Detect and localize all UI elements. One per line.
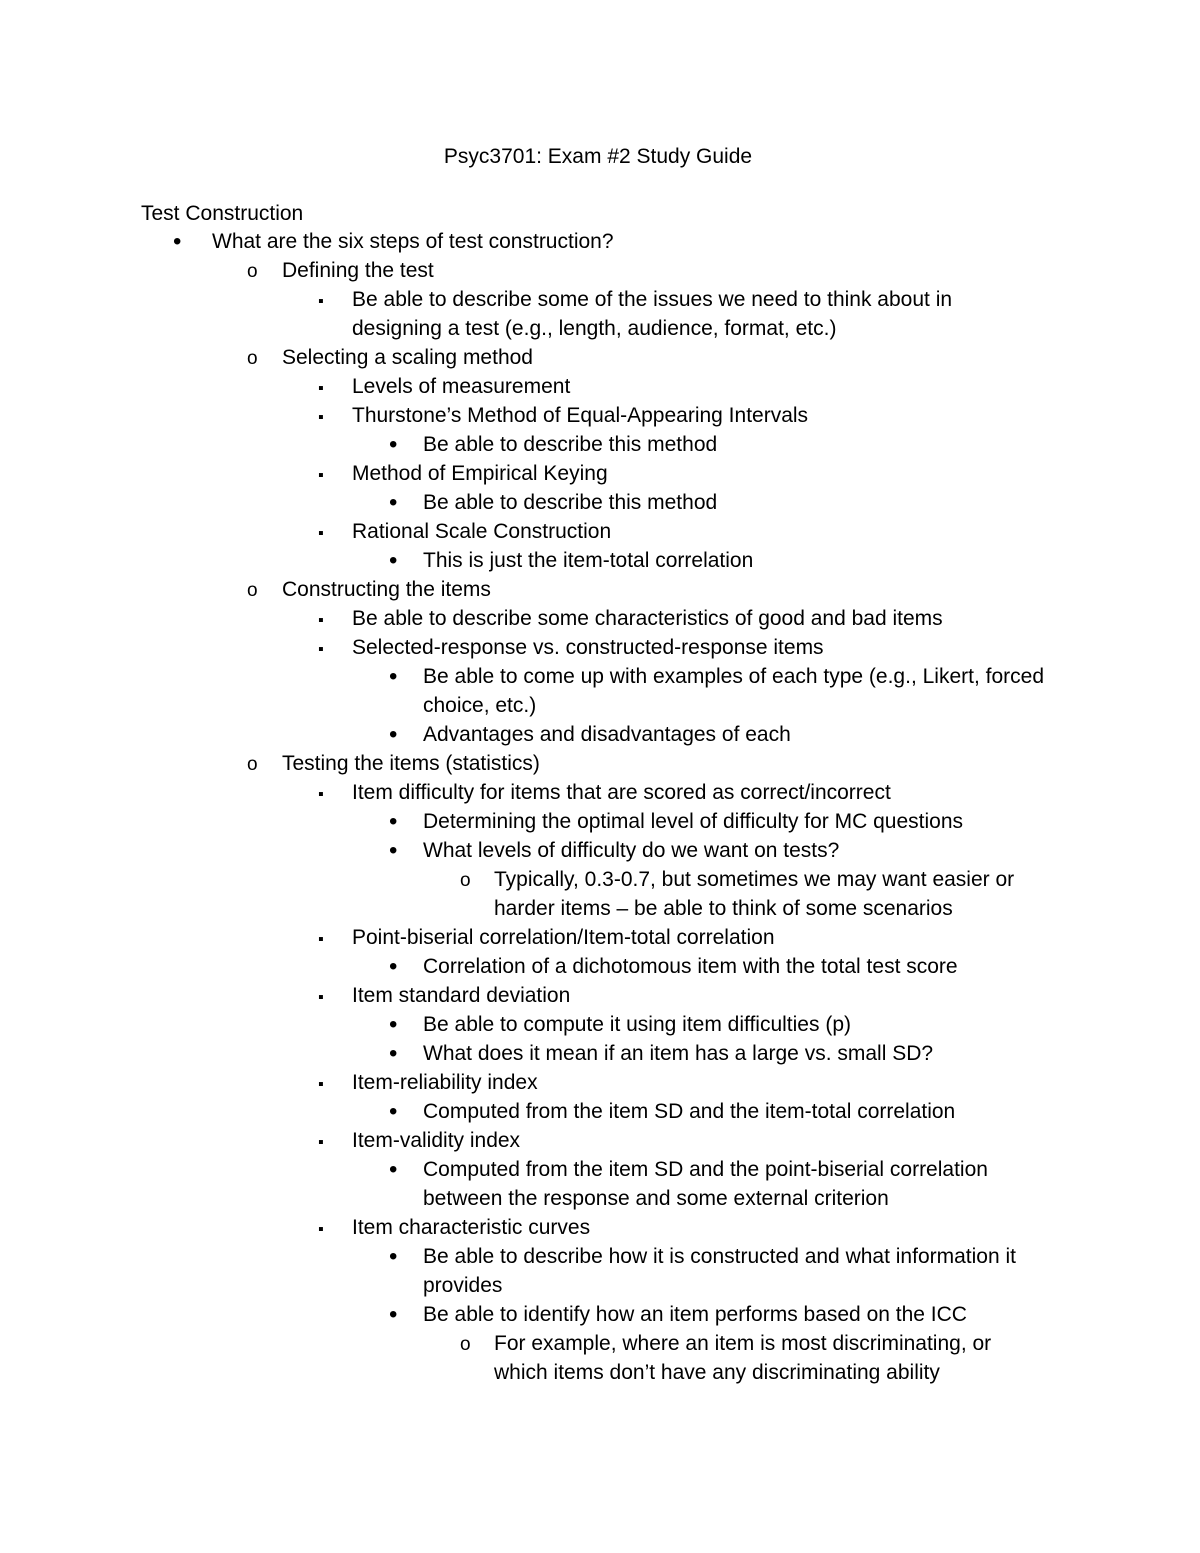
outline-item-level-4: between the response and some external criterion xyxy=(423,1187,889,1210)
bullet-marker xyxy=(389,663,397,692)
outline-item-level-3: Item difficulty for items that are scored as correct/incorrect xyxy=(352,781,891,804)
circle-marker xyxy=(460,1330,471,1359)
outline-item-level-4: What does it mean if an item has a large vs. small SD? xyxy=(423,1042,934,1065)
circle-marker xyxy=(460,866,471,895)
square-marker xyxy=(318,1214,324,1244)
outline-item-level-3: Thurstone’s Method of Equal-Appearing Intervals xyxy=(352,404,809,427)
bullet-marker xyxy=(389,1040,397,1069)
bullet-marker xyxy=(389,721,397,750)
outline-item-level-3: Item standard deviation xyxy=(352,984,571,1007)
square-marker xyxy=(318,1127,324,1157)
outline-item-level-3: Item-reliability index xyxy=(352,1071,538,1094)
bullet-marker xyxy=(389,547,397,576)
outline-item-level-3: Selected-response vs. constructed-response items xyxy=(352,636,824,659)
outline-item-level-4: This is just the item-total correlation xyxy=(423,549,754,572)
square-marker xyxy=(318,779,324,809)
outline-item-level-5: which items don’t have any discriminating ability xyxy=(494,1361,940,1384)
circle-marker xyxy=(247,257,258,286)
bullet-marker xyxy=(389,1301,397,1330)
square-marker xyxy=(318,634,324,664)
outline-item-level-4: Advantages and disadvantages of each xyxy=(423,723,791,746)
square-marker xyxy=(318,924,324,954)
square-marker xyxy=(318,605,324,635)
page-title: Psyc3701: Exam #2 Study Guide xyxy=(443,145,753,168)
outline-item-level-4: Be able to describe this method xyxy=(423,491,718,514)
outline-item-level-4: Be able to describe this method xyxy=(423,433,718,456)
outline-item-level-5: For example, where an item is most discriminating, or xyxy=(494,1332,992,1355)
outline-item-level-3: Method of Empirical Keying xyxy=(352,462,608,485)
bullet-marker xyxy=(389,1098,397,1127)
outline-item-level-3: Be able to describe some of the issues we need to think about in xyxy=(352,288,953,311)
square-marker xyxy=(318,373,324,403)
bullet-marker xyxy=(389,808,397,837)
outline-item-level-3: Levels of measurement xyxy=(352,375,571,398)
outline-item-level-2: Constructing the items xyxy=(282,578,491,601)
bullet-marker xyxy=(173,228,181,257)
outline-item-level-3: Point-biserial correlation/Item-total correlation xyxy=(352,926,775,949)
outline-item-level-5: harder items – be able to think of some scenarios xyxy=(494,897,953,920)
outline-item-level-4: Correlation of a dichotomous item with the total test score xyxy=(423,955,958,978)
square-marker xyxy=(318,460,324,490)
bullet-marker xyxy=(389,431,397,460)
square-marker xyxy=(318,286,324,316)
circle-marker xyxy=(247,750,258,779)
square-marker xyxy=(318,518,324,548)
outline-item-level-2: Defining the test xyxy=(282,259,434,282)
bullet-marker xyxy=(389,1011,397,1040)
outline-item-level-4: Be able to come up with examples of each type (e.g., Likert, forced xyxy=(423,665,1044,688)
square-marker xyxy=(318,402,324,432)
outline-item-level-3: Rational Scale Construction xyxy=(352,520,612,543)
outline-item-level-4: Be able to identify how an item performs based on the ICC xyxy=(423,1303,967,1326)
outline-item-level-4: Computed from the item SD and the point-biserial correlation xyxy=(423,1158,988,1181)
outline-item-level-4: provides xyxy=(423,1274,503,1297)
outline-item-level-2: Selecting a scaling method xyxy=(282,346,533,369)
outline-item-level-3: Item-validity index xyxy=(352,1129,521,1152)
outline-item-level-2: Testing the items (statistics) xyxy=(282,752,540,775)
outline-item-level-4: Determining the optimal level of difficulty for MC questions xyxy=(423,810,964,833)
outline-item-level-5: Typically, 0.3-0.7, but sometimes we may want easier or xyxy=(494,868,1015,891)
bullet-marker xyxy=(389,1156,397,1185)
outline-item-level-4: What levels of difficulty do we want on tests? xyxy=(423,839,840,862)
outline-item-level-4: Be able to compute it using item difficulties (p) xyxy=(423,1013,851,1036)
outline-item-level-3: Item characteristic curves xyxy=(352,1216,591,1239)
outline-item-level-1: What are the six steps of test construction? xyxy=(212,230,614,253)
bullet-marker xyxy=(389,953,397,982)
bullet-marker xyxy=(389,489,397,518)
circle-marker xyxy=(247,344,258,373)
bullet-marker xyxy=(389,1243,397,1272)
bullet-marker xyxy=(389,837,397,866)
outline-item-level-4: choice, etc.) xyxy=(423,694,537,717)
outline-item-level-3: Be able to describe some characteristics of good and bad items xyxy=(352,607,943,630)
circle-marker xyxy=(247,576,258,605)
outline-item-level-3: designing a test (e.g., length, audience, format, etc.) xyxy=(352,317,837,340)
square-marker xyxy=(318,982,324,1012)
square-marker xyxy=(318,1069,324,1099)
outline-item-level-4: Be able to describe how it is constructed and what information it xyxy=(423,1245,1016,1268)
outline-item-level-4: Computed from the item SD and the item-total correlation xyxy=(423,1100,956,1123)
section-heading: Test Construction xyxy=(141,202,304,225)
